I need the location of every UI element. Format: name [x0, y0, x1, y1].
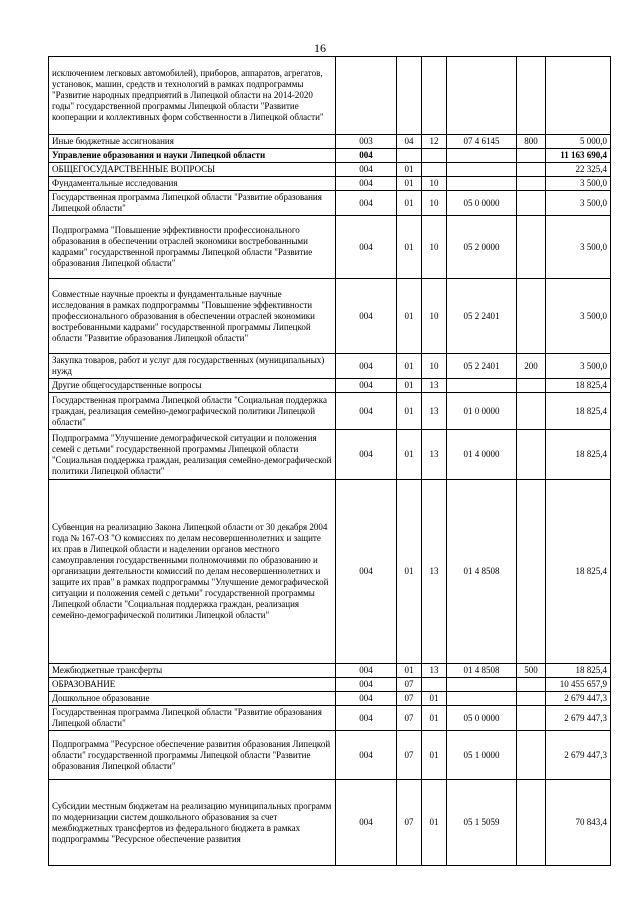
row-name: Государственная программа Липецкой области "Развитие образования Липецкой области"	[49, 706, 336, 731]
row-sum: 5 000,0	[546, 135, 611, 149]
row-vr-code	[517, 177, 546, 191]
table-row	[49, 430, 611, 480]
row-csr-code: 05 2 0000	[447, 216, 517, 279]
row-sum: 2 679 447,3	[546, 692, 611, 706]
row-sum: 18 825,4	[546, 393, 611, 430]
row-rz-code: 01	[397, 191, 422, 216]
table-row	[49, 393, 611, 430]
table-row	[49, 191, 611, 216]
row-sum: 3 500,0	[546, 216, 611, 279]
row-vr-code	[517, 57, 546, 135]
row-pr-code	[422, 163, 447, 177]
row-vr-code	[517, 731, 546, 780]
row-csr-code	[447, 163, 517, 177]
row-rz-code: 01	[397, 393, 422, 430]
row-vr-code	[517, 480, 546, 664]
row-name: Подпрограмма "Улучшение демографической ситуации и положения семей с детьми" государственной программы Липецкой области "Социальная поддержка граждан, реализация семейно-демографической политики Липецкой области"	[49, 430, 336, 480]
row-csr-code	[447, 57, 517, 135]
row-ved-code: 004	[336, 379, 397, 393]
row-pr-code: 13	[422, 430, 447, 480]
row-vr-code	[517, 393, 546, 430]
row-rz-code: 01	[397, 354, 422, 379]
row-csr-code	[447, 379, 517, 393]
table-row	[49, 692, 611, 706]
row-csr-code	[447, 678, 517, 692]
row-csr-code: 05 2 2401	[447, 279, 517, 354]
row-vr-code	[517, 706, 546, 731]
row-pr-code: 10	[422, 177, 447, 191]
row-rz-code: 01	[397, 163, 422, 177]
row-csr-code: 01 4 8508	[447, 480, 517, 664]
row-pr-code: 12	[422, 135, 447, 149]
row-sum	[546, 57, 611, 135]
row-ved-code: 004	[336, 731, 397, 780]
row-csr-code	[447, 149, 517, 163]
table-row	[49, 379, 611, 393]
row-sum: 2 679 447,3	[546, 706, 611, 731]
row-vr-code	[517, 379, 546, 393]
row-ved-code: 004	[336, 664, 397, 678]
row-ved-code: 004	[336, 177, 397, 191]
row-pr-code: 01	[422, 692, 447, 706]
row-name: Межбюджетные трансферты	[49, 664, 336, 678]
budget-table	[48, 56, 611, 866]
row-rz-code: 01	[397, 480, 422, 664]
row-ved-code: 004	[336, 279, 397, 354]
row-pr-code	[422, 149, 447, 163]
table-row	[49, 731, 611, 780]
row-sum: 70 843,4	[546, 780, 611, 866]
table-row	[49, 480, 611, 664]
row-ved-code: 004	[336, 692, 397, 706]
row-rz-code: 07	[397, 678, 422, 692]
table-row	[49, 135, 611, 149]
row-rz-code: 01	[397, 379, 422, 393]
row-csr-code: 05 1 0000	[447, 731, 517, 780]
row-name: Субвенция на реализацию Закона Липецкой области от 30 декабря 2004 года № 167-ОЗ "О комиссиях по делам несовершеннолетних и защите их прав в Липецкой области и наделении органов местного самоуправления государственными полномочиями по образованию и организации деятельности комиссий по делам несовершеннолетних и защите их прав" в рамках подпрограммы "Улучшение демографической ситуации и положения семей с детьми" государственной программы Липецкой области "Социальная поддержка граждан, реализация семейно-демографической политики Липецкой области"	[49, 480, 336, 664]
row-pr-code: 10	[422, 191, 447, 216]
row-sum: 2 679 447,3	[546, 731, 611, 780]
row-name: Подпрограмма "Повышение эффективности профессионального образования в обеспечении отраслей экономики востребованными кадрами" государственной программы Липецкой области "Развитие образования Липецкой области"	[49, 216, 336, 279]
row-rz-code: 07	[397, 731, 422, 780]
row-pr-code: 13	[422, 480, 447, 664]
row-csr-code: 01 4 0000	[447, 430, 517, 480]
row-ved-code: 003	[336, 135, 397, 149]
row-ved-code: 004	[336, 480, 397, 664]
table-row	[49, 706, 611, 731]
row-ved-code: 004	[336, 149, 397, 163]
row-rz-code: 01	[397, 216, 422, 279]
table-row	[49, 780, 611, 866]
row-name: Дошкольное образование	[49, 692, 336, 706]
table-row	[49, 216, 611, 279]
row-csr-code: 07 4 6145	[447, 135, 517, 149]
row-ved-code: 004	[336, 393, 397, 430]
row-pr-code: 13	[422, 393, 447, 430]
row-pr-code: 01	[422, 731, 447, 780]
row-name: Подпрограмма "Ресурсное обеспечение развития образования Липецкой области" государственной программы Липецкой области "Развитие образования Липецкой области"	[49, 731, 336, 780]
row-rz-code: 07	[397, 780, 422, 866]
row-rz-code: 01	[397, 664, 422, 678]
row-name: Управление образования и науки Липецкой области	[49, 149, 336, 163]
row-name: Государственная программа Липецкой области "Развитие образования Липецкой области"	[49, 191, 336, 216]
row-vr-code	[517, 216, 546, 279]
table-row	[49, 163, 611, 177]
row-rz-code	[397, 149, 422, 163]
row-sum: 3 500,0	[546, 279, 611, 354]
row-name: ОБРАЗОВАНИЕ	[49, 678, 336, 692]
table-row	[49, 664, 611, 678]
row-sum: 11 163 690,4	[546, 149, 611, 163]
row-name: Другие общегосударственные вопросы	[49, 379, 336, 393]
row-sum: 18 825,4	[546, 480, 611, 664]
row-ved-code	[336, 57, 397, 135]
row-rz-code: 01	[397, 177, 422, 191]
table-row	[49, 57, 611, 135]
table-row	[49, 678, 611, 692]
row-vr-code: 200	[517, 354, 546, 379]
row-vr-code: 800	[517, 135, 546, 149]
row-csr-code: 05 0 0000	[447, 706, 517, 731]
row-vr-code	[517, 780, 546, 866]
row-pr-code: 10	[422, 354, 447, 379]
row-pr-code: 13	[422, 379, 447, 393]
row-rz-code: 07	[397, 692, 422, 706]
row-pr-code: 10	[422, 279, 447, 354]
row-rz-code: 04	[397, 135, 422, 149]
row-csr-code: 01 0 0000	[447, 393, 517, 430]
page-number: 16	[314, 41, 326, 55]
row-rz-code: 01	[397, 430, 422, 480]
table-row	[49, 177, 611, 191]
row-vr-code	[517, 430, 546, 480]
row-vr-code	[517, 692, 546, 706]
row-ved-code: 004	[336, 163, 397, 177]
row-sum: 10 455 657,9	[546, 678, 611, 692]
row-sum: 3 500,0	[546, 191, 611, 216]
table-row	[49, 149, 611, 163]
row-vr-code	[517, 163, 546, 177]
row-rz-code	[397, 57, 422, 135]
row-name: исключением легковых автомобилей), приборов, аппаратов, агрегатов, установок, машин, средств и технологий в рамках подпрограммы "Развитие народных предприятий в Липецкой области на 2014-2020 годы" государственной программы Липецкой области "Развитие кооперации и коллективных форм собственности в Липецкой области"	[49, 57, 336, 135]
row-name: ОБЩЕГОСУДАРСТВЕННЫЕ ВОПРОСЫ	[49, 163, 336, 177]
row-vr-code	[517, 678, 546, 692]
row-vr-code	[517, 191, 546, 216]
row-pr-code: 01	[422, 780, 447, 866]
row-pr-code: 13	[422, 664, 447, 678]
row-ved-code: 004	[336, 780, 397, 866]
row-rz-code: 01	[397, 279, 422, 354]
row-sum: 3 500,0	[546, 354, 611, 379]
row-ved-code: 004	[336, 354, 397, 379]
row-sum: 18 825,4	[546, 430, 611, 480]
row-pr-code	[422, 678, 447, 692]
row-csr-code: 01 4 8508	[447, 664, 517, 678]
row-csr-code: 05 2 2401	[447, 354, 517, 379]
row-ved-code: 004	[336, 191, 397, 216]
row-ved-code: 004	[336, 430, 397, 480]
row-ved-code: 004	[336, 216, 397, 279]
row-rz-code: 07	[397, 706, 422, 731]
row-csr-code	[447, 177, 517, 191]
row-pr-code: 01	[422, 706, 447, 731]
row-csr-code	[447, 692, 517, 706]
row-name: Закупка товаров, работ и услуг для государственных (муниципальных) нужд	[49, 354, 336, 379]
row-pr-code: 10	[422, 216, 447, 279]
row-vr-code	[517, 279, 546, 354]
row-name: Субсидии местным бюджетам на реализацию муниципальных программ по модернизации систем дошкольного образования за счет межбюджетных трансфертов из федерального бюджета в рамках подпрограммы "Ресурсное обеспечение развития	[49, 780, 336, 866]
row-sum: 18 825,4	[546, 379, 611, 393]
row-sum: 3 500,0	[546, 177, 611, 191]
row-name: Фундаментальные исследования	[49, 177, 336, 191]
row-csr-code: 05 0 0000	[447, 191, 517, 216]
row-vr-code	[517, 149, 546, 163]
row-ved-code: 004	[336, 706, 397, 731]
row-csr-code: 05 1 5059	[447, 780, 517, 866]
row-ved-code: 004	[336, 678, 397, 692]
table-row	[49, 279, 611, 354]
row-name: Иные бюджетные ассигнования	[49, 135, 336, 149]
table-row	[49, 354, 611, 379]
row-name: Совместные научные проекты и фундаментальные научные исследования в рамках подпрограммы "Повышение эффективности профессионального образования в обеспечении отраслей экономики востребованными кадрами" государственной программы Липецкой области "Развитие образования Липецкой области"	[49, 279, 336, 354]
row-sum: 22 325,4	[546, 163, 611, 177]
row-sum: 18 825,4	[546, 664, 611, 678]
row-vr-code: 500	[517, 664, 546, 678]
row-pr-code	[422, 57, 447, 135]
row-name: Государственная программа Липецкой области "Социальная поддержка граждан, реализация семейно-демографической политики Липецкой области"	[49, 393, 336, 430]
